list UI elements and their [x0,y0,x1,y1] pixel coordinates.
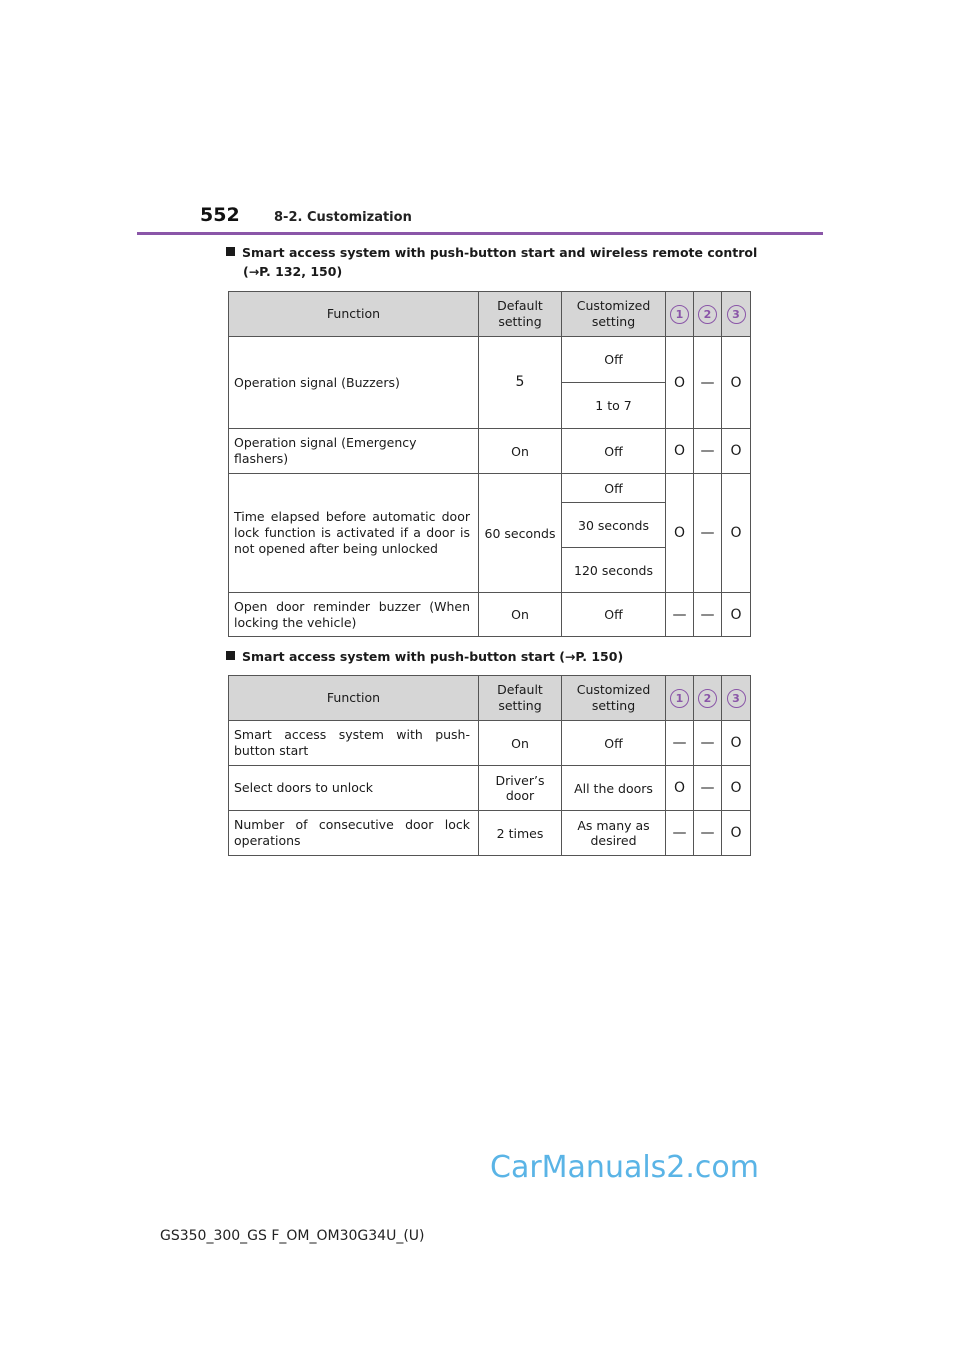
mark-cell: O [722,337,751,429]
mark-cell: — [694,337,722,429]
function-cell: Operation signal (Buzzers) [229,337,479,429]
mark-cell: O [666,474,694,593]
heading-text: Smart access system with push-button start [242,649,555,664]
mark-cell: — [694,474,722,593]
col-3 [722,676,751,721]
page-number: 552 [200,204,240,226]
circled-number-icon: 3 [727,689,746,708]
custom-cell: 1 to 7 [562,383,666,429]
default-cell: 2 times [479,811,562,856]
mark-cell: — [694,429,722,474]
col-2 [694,292,722,337]
heading-ref: (→P. 132, 150) [243,264,343,279]
default-cell: 5 [479,337,562,429]
function-cell: Smart access system with push-button start [229,721,479,766]
mark-cell: — [666,811,694,856]
mark-cell: — [694,593,722,637]
table-header-row [229,292,751,337]
custom-cell: Off [562,474,666,503]
col-default: Default setting [479,676,562,721]
custom-cell [562,811,666,856]
col-3 [722,292,751,337]
table-row [229,721,751,766]
table-header-row [229,676,751,721]
table-row [229,429,751,474]
bullet-square-icon [226,247,235,256]
mark-cell: O [722,429,751,474]
page-header [0,0,960,240]
mark-cell: O [722,593,751,637]
circled-number-icon: 2 [698,305,717,324]
custom-cell: Off [562,429,666,474]
circled-number-icon: 3 [727,305,746,324]
col-1 [666,292,694,337]
custom-cell: Off [562,593,666,637]
default-cell [479,766,562,811]
mark-cell: O [666,766,694,811]
col-function: Function [229,292,479,337]
function-cell: Open door reminder buzzer (When locking the vehicle) [229,593,479,637]
mark-cell: O [666,337,694,429]
default-cell: On [479,721,562,766]
mark-cell: — [694,721,722,766]
section-title: 8-2. Customization [274,210,412,225]
heading-ref: (→P. 150) [559,649,624,664]
function-cell: Number of consecutive door lock operations [229,811,479,856]
watermark-logo: CarManuals2.com [490,1150,760,1185]
customization-table-1 [228,291,751,637]
section-heading-1 [226,243,757,281]
table-row [229,593,751,637]
mark-cell: O [722,721,751,766]
circled-number-icon: 2 [698,689,717,708]
default-cell: 60 seconds [479,474,562,593]
custom-text: As many as desired [577,818,650,848]
mark-cell: — [666,593,694,637]
mark-cell: O [666,429,694,474]
mark-cell: O [722,474,751,593]
mark-cell: — [694,766,722,811]
default-cell: On [479,593,562,637]
col-custom: Customized setting [562,676,666,721]
function-cell: Select doors to unlock [229,766,479,811]
col-default: Default setting [479,292,562,337]
custom-cell: All the doors [562,766,666,811]
custom-cell: 30 seconds [562,503,666,548]
table-row [229,337,751,383]
mark-cell: — [666,721,694,766]
col-1 [666,676,694,721]
mark-cell: — [694,811,722,856]
table-row [229,811,751,856]
header-rule [137,232,823,235]
function-cell: Time elapsed before automatic door lock function is activated if a door is not opened after being unlocked [229,474,479,593]
table-row [229,766,751,811]
custom-cell: Off [562,337,666,383]
customization-table-2 [228,675,751,856]
bullet-square-icon [226,651,235,660]
heading-text: Smart access system with push-button start and wireless remote control [242,245,758,260]
col-function: Function [229,676,479,721]
footer-code: GS350_300_GS F_OM_OM30G34U_(U) [160,1228,425,1244]
custom-cell: Off [562,721,666,766]
circled-number-icon: 1 [670,305,689,324]
mark-cell: O [722,811,751,856]
default-cell: On [479,429,562,474]
circled-number-icon: 1 [670,689,689,708]
table-row [229,474,751,503]
function-cell: Operation signal (Emergency flashers) [229,429,479,474]
mark-cell: O [722,766,751,811]
custom-cell: 120 seconds [562,548,666,593]
default-text: Driver’s door [495,773,545,803]
col-2 [694,676,722,721]
col-custom: Customized setting [562,292,666,337]
section-heading-2 [226,647,623,666]
